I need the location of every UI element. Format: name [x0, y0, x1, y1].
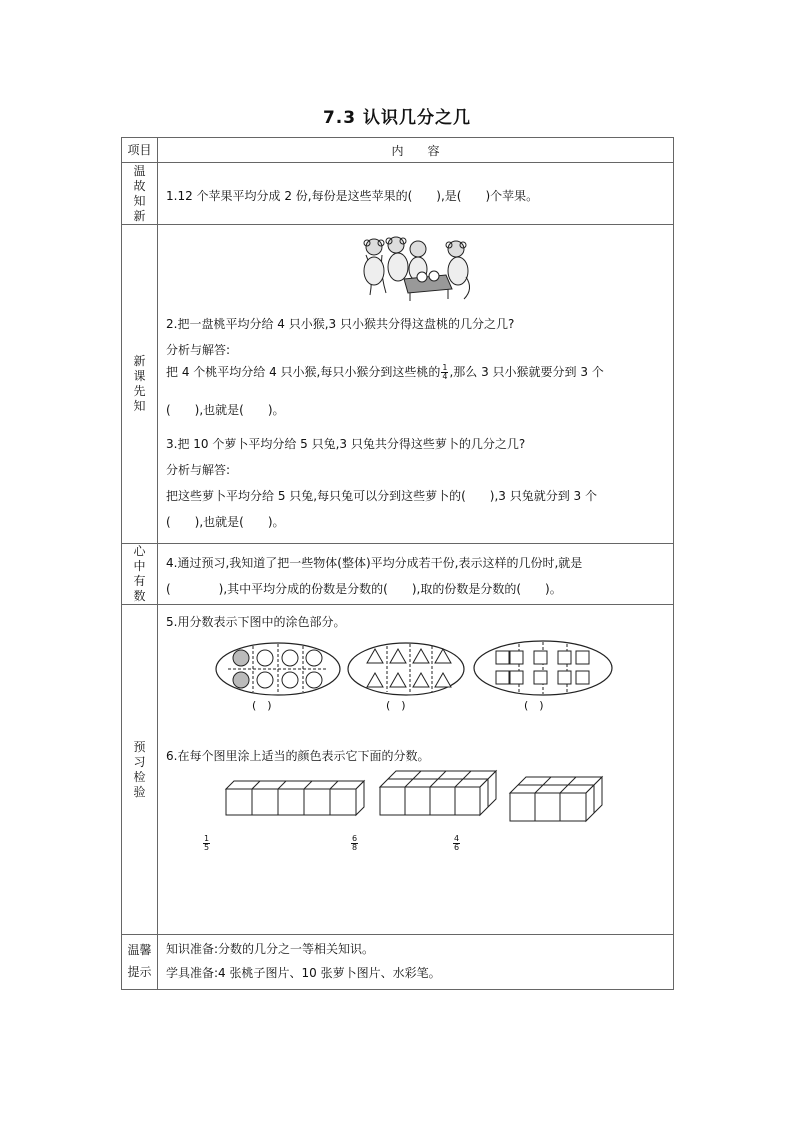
tips-knowledge: 知识准备:分数的几分之一等相关知识。 [166, 942, 375, 956]
oval-squares-figure [472, 639, 614, 697]
header-content: 内 容 [158, 138, 674, 163]
review-label: 温故知新 [133, 163, 146, 223]
tips-label-2: 提示 [127, 965, 152, 979]
oval-circles-figure [214, 641, 342, 697]
oval-triangles-figure [346, 641, 466, 697]
tips-label-1: 温馨 [127, 943, 152, 957]
new-lesson-row [122, 225, 674, 544]
review-row [122, 163, 674, 225]
answer-blank-2[interactable]: ( ) [386, 699, 406, 712]
fraction-6-8: $\frac{6}{8}$ [352, 834, 358, 852]
fraction-1-5: $\frac{1}{5}$ [204, 834, 210, 852]
fraction-one-quarter: $\frac{1}{4}$ [442, 363, 448, 381]
tips-materials: 学具准备:4 张桃子图片、10 张萝卜图片、水彩笔。 [166, 966, 441, 980]
q2-answer-line-1: 把 4 个桃平均分给 4 只小猴,每只小猴分到这些桃的 $\frac{1}{4}$ ,那么 3 只小猴就要分到 3 个 [166, 363, 604, 381]
mind-row [122, 544, 674, 605]
lesson-table [121, 137, 674, 990]
fraction-4-6: $\frac{4}{6}$ [454, 834, 460, 852]
question-3: 3.把 10 个萝卜平均分给 5 只兔,3 只兔共分得这些萝卜的几分之几? [166, 437, 526, 451]
q3-answer-line-2: ( ),也就是( )。 [166, 515, 285, 529]
question-4-line-1: 4.通过预习,我知道了把一些物体(整体)平均分成若干份,表示这样的几份时,就是 [166, 556, 583, 570]
preview-row [122, 605, 674, 935]
question-2: 2.把一盘桃平均分给 4 只小猴,3 只小猴共分得这盘桃的几分之几? [166, 317, 515, 331]
question-4-line-2: ( ),其中平均分成的份数是分数的( ),取的份数是分数的( )。 [166, 582, 562, 596]
question-5: 5.用分数表示下图中的涂色部分。 [166, 615, 346, 629]
answer-blank-3[interactable]: ( ) [524, 699, 544, 712]
table-header-row [122, 138, 674, 163]
cube-stack-8 [378, 767, 498, 817]
q2-analysis: 分析与解答: [166, 343, 231, 357]
answer-blank-1[interactable]: ( ) [252, 699, 272, 712]
cube-strip-5 [224, 777, 366, 817]
question-6: 6.在每个图里涂上适当的颜色表示它下面的分数。 [166, 749, 430, 763]
header-item: 项目 [122, 138, 158, 163]
q2-answer-line-2: ( ),也就是( )。 [166, 403, 285, 417]
q3-answer-line-1: 把这些萝卜平均分给 5 只兔,每只兔可以分到这些萝卜的( ),3 只兔就分到 3 个 [166, 489, 597, 503]
q3-analysis: 分析与解答: [166, 463, 231, 477]
page-title: 7.3 认识几分之几 [322, 108, 472, 128]
tips-row [122, 935, 674, 990]
new-lesson-label: 新课先知 [133, 354, 146, 413]
monkeys-illustration [356, 233, 476, 305]
cube-stack-6 [508, 773, 604, 823]
question-1: 1.12 个苹果平均分成 2 份,每份是这些苹果的( ),是( )个苹果。 [166, 189, 539, 203]
preview-label: 预习检验 [133, 739, 146, 799]
mind-label: 心中有数 [133, 544, 146, 603]
